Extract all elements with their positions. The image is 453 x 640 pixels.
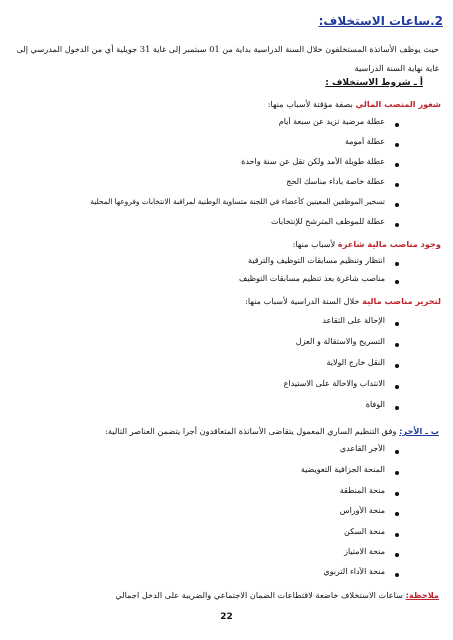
pay-item: منحة الامتياز	[344, 547, 385, 556]
page-number: 22	[220, 612, 233, 622]
bullet-icon	[395, 223, 399, 227]
list-item: عطلة خاصة بأداء مناسك الحج	[286, 177, 385, 186]
group-heading-2	[11, 239, 441, 249]
list-item: الإحالة على التقاعد	[322, 316, 385, 325]
bullet-icon	[395, 203, 399, 207]
list-item: انتظار وتنظيم مسابقات التوظيف والترقية	[248, 256, 385, 265]
bullet-icon	[395, 553, 399, 557]
bullet-icon	[395, 471, 399, 475]
wage-text: وفق التنظيم الساري المعمول يتقاضى الأساتذة المتعاقدون أجرا يتضمن العناصر التالية:	[105, 426, 400, 436]
note	[9, 590, 439, 600]
list-item: الانتداب والاحالة على الاستيداع	[283, 379, 385, 388]
group-heading-3-label: لتحرير مناصب مالية	[362, 296, 441, 306]
bullet-icon	[395, 143, 399, 147]
bullet-icon	[395, 512, 399, 516]
pay-item: الأجر القاعدي	[339, 444, 385, 453]
list-item: الوفاة	[365, 400, 385, 409]
subheading-conditions: أ ـ شروط الاستخلاف :	[325, 78, 423, 88]
bullet-icon	[395, 364, 399, 368]
list-item: عطلة طويلة الأمد ولكن تقل عن سنة واحدة	[241, 157, 385, 166]
note-label: ملاحظة:	[405, 590, 439, 600]
wage-section	[9, 426, 439, 436]
group-heading-2-suffix: لأسباب منها:	[292, 239, 338, 249]
group-heading-3	[11, 296, 441, 306]
note-text: ساعات الاستخلاف خاضعة لاقتطاعات الضمان الاجتماعي والضريبة على الدخل اجمالي	[115, 590, 406, 600]
bullet-icon	[395, 492, 399, 496]
list-item: عطلة أمومة	[344, 137, 385, 146]
intro-paragraph: حيث يوظف الأساتذة المستخلفون خلال السنة الدراسية بداية من 01 سبتمبر إلى غاية 31 جويلية أي من الدخول المدرسي إلى غاية نهاية السنة الدراسية	[16, 44, 439, 73]
bullet-icon	[395, 573, 399, 577]
list-item: مناصب شاغرة بعد تنظيم مسابقات التوظيف	[238, 274, 385, 283]
list-item: عطلة للموظف المترشح للإنتخابات	[270, 217, 385, 226]
group-heading-1-suffix: بصفة مؤقتة لأسباب منها:	[267, 99, 356, 109]
bullet-icon	[395, 385, 399, 389]
bullet-icon	[395, 533, 399, 537]
list-item: النقل خارج الولاية	[326, 358, 385, 367]
group-heading-3-suffix: خلال السنة الدراسية لأسباب منها:	[245, 296, 363, 306]
bullet-icon	[395, 262, 399, 266]
bullet-icon	[395, 406, 399, 410]
group-heading-1-label: شغور المنصب المالي	[355, 99, 441, 109]
bullet-icon	[395, 343, 399, 347]
bullet-icon	[395, 123, 399, 127]
pay-item: منحة الأوراس	[339, 506, 385, 515]
bullet-icon	[395, 280, 399, 284]
list-item: عطلة مرضية تزيد عن سبعة أيام	[278, 117, 385, 126]
group-heading-2-label: وجود مناصب مالية شاغرة	[337, 239, 441, 249]
bullet-icon	[395, 322, 399, 326]
bullet-icon	[395, 163, 399, 167]
pay-item: المنحة الجزافية التعويضية	[300, 465, 385, 474]
list-item: التسريح والاستقالة و العزل	[295, 337, 385, 346]
section-title: 2.ساعات الاستخلاف:	[318, 14, 443, 28]
pay-item: منحة الأداء التربوي	[323, 567, 385, 576]
bullet-icon	[395, 183, 399, 187]
bullet-icon	[395, 450, 399, 454]
pay-item: منحة المنطقة	[339, 486, 385, 495]
list-item: تسخير الموظفين المعينين كأعضاء في اللجنة متساوية الوطنية لمراقبة الانتخابات وفروعها المحلية	[90, 197, 385, 206]
pay-item: منحة السكن	[344, 527, 385, 536]
wage-label: ب ـ الأجر:	[399, 426, 439, 436]
group-heading-1	[11, 99, 441, 109]
